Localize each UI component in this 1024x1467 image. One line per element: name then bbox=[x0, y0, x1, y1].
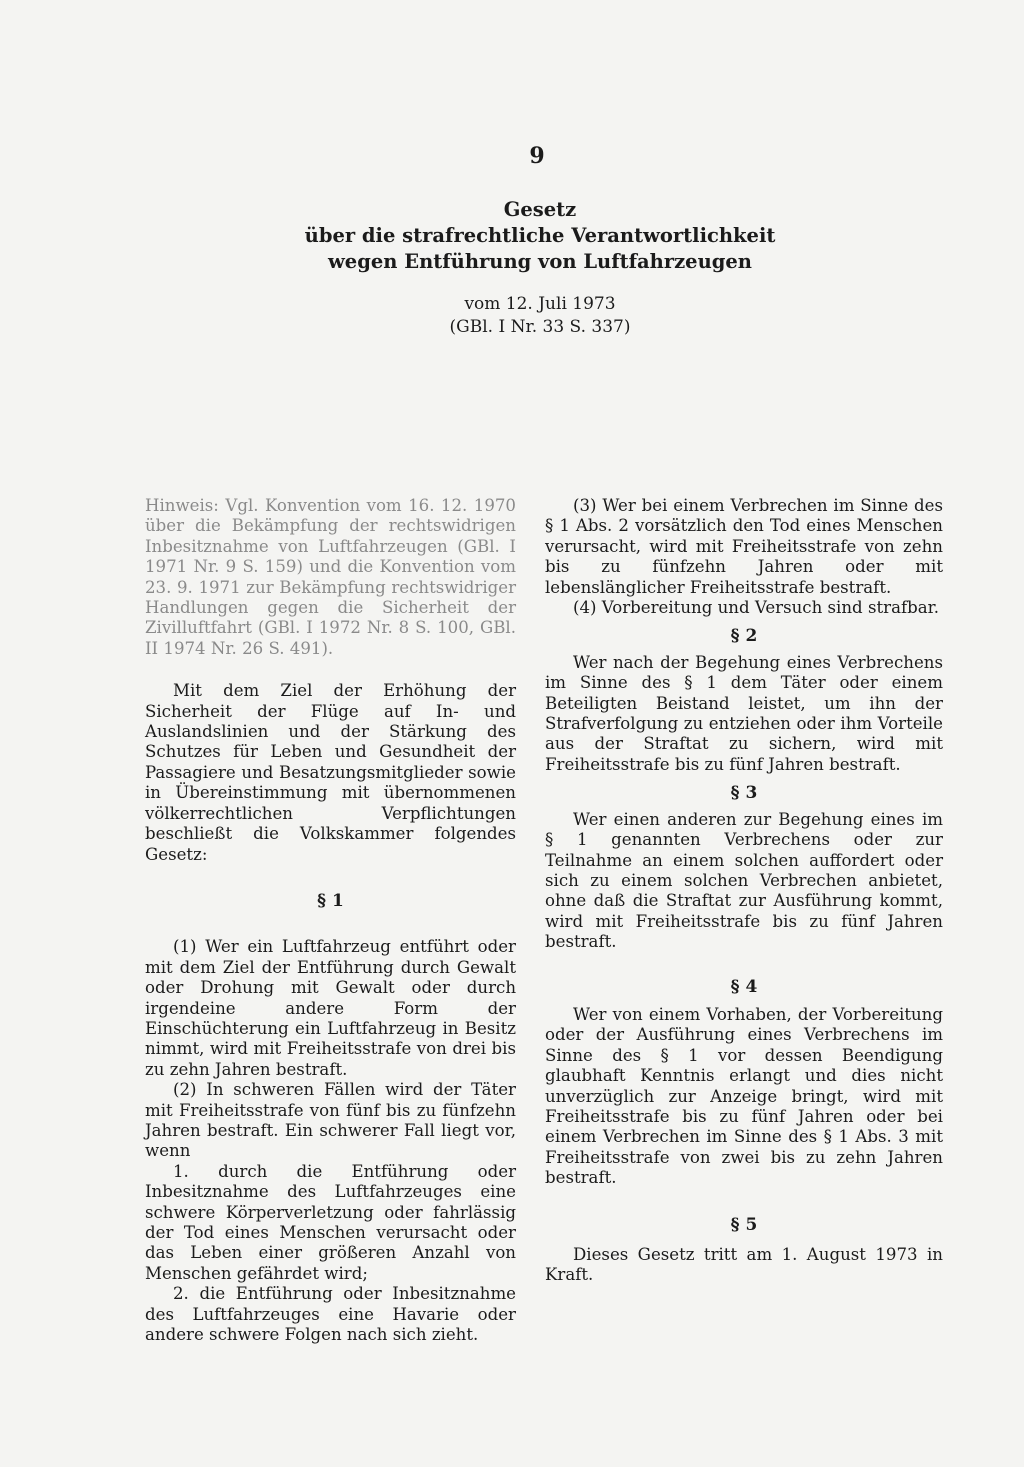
preamble: Mit dem Ziel der Erhöhung der Sicherheit der Flüge auf In- und Auslandslinien und der Stärkung des Schutzes für Leben und Gesundheit der Passagiere und Besatzungsmitglieder sowie in Übereinstimmung mit übernommenen völkerrechtlichen Verpflichtungen beschließt die Volkskammer folgendes Gesetz: bbox=[145, 681, 516, 864]
law-date-line: vom 12. Juli 1973 bbox=[464, 294, 616, 314]
section-1-paragraph-3: (3) Wer bei einem Verbrechen im Sinne des § 1 Abs. 2 vorsätzlich den Tod eines Menschen verursacht, wird mit Freiheitsstrafe von zehn bis zu fünfzehn Jahren oder mit lebenslänglicher Freiheitsstrafe bestraft. bbox=[545, 496, 943, 597]
section-2-text: Wer nach der Begehung eines Verbrechens im Sinne des § 1 dem Täter oder einem Beteiligten Beistand leistet, um ihn der Strafverfolgung zu entziehen oder ihm Vorteile aus der Straftat zu sichern, wird mit Freiheitsstrafe bis zu fünf Jahren bestraft. bbox=[545, 652, 943, 774]
section-1-item-2 bbox=[145, 1284, 516, 1345]
section-5-text: Dieses Gesetz tritt am 1. August 1973 in Kraft. bbox=[545, 1245, 943, 1285]
law-title-line-2: über die strafrechtliche Verantwortlichkeit bbox=[304, 224, 776, 247]
section-1-item-2-text: die Entführung oder Inbesitznahme des Luftfahrzeuges eine Havarie oder andere schwere Folgen nach sich zieht. bbox=[145, 1284, 517, 1345]
section-5-heading: § 5 bbox=[730, 1214, 758, 1235]
section-3-text: Wer einen anderen zur Begehung eines im § 1 genannten Verbrechens oder zur Teilnahme an einem solchen auffordert oder sich zu einem solchen Verbrechen anbietet, ohne daß die Straftat zur Ausführung kommt, wird mit Freiheitsstrafe bis zu fünf Jahren bestraft. bbox=[545, 809, 943, 952]
law-title bbox=[0, 197, 1024, 275]
section-1-item-1-number: 1. bbox=[173, 1161, 189, 1181]
section-1-paragraph-4: (4) Vorbereitung und Versuch sind strafbar. bbox=[573, 598, 940, 618]
hinweis-note: Hinweis: Vgl. Konvention vom 16. 12. 1970 über die Bekämpfung der rechtswidrigen Inbesitznahme von Luftfahrzeugen (GBl. I 1971 Nr. 9 S. 159) und die Konvention vom 23. 9. 1971 zur Bekämpfung rechtswidriger Handlungen gegen die Sicherheit der Zivilluftfahrt (GBl. I 1972 Nr. 8 S. 100, GBl. II 1974 Nr. 26 S. 491). bbox=[145, 496, 516, 658]
section-1-heading: § 1 bbox=[317, 890, 344, 911]
law-date bbox=[0, 293, 1024, 339]
section-1-item-1 bbox=[145, 1162, 516, 1284]
right-column bbox=[545, 496, 943, 1286]
section-2-heading: § 2 bbox=[730, 626, 758, 647]
section-1-paragraph-2: (2) In schweren Fällen wird der Täter mit Freiheitsstrafe von fünf bis zu fünfzehn Jahren bestraft. Ein schwerer Fall liegt vor, wenn bbox=[145, 1080, 516, 1161]
section-4-text: Wer von einem Vorhaben, der Vorbereitung oder der Ausführung eines Verbrechens im Sinne des § 1 vor dessen Beendigung glaubhaft Kenntnis erlangt und dies nicht unverzüglich zur Anzeige bringt, wird mit Freiheitsstrafe bis zu fünf Jahren oder bei einem Verbrechen im Sinne des § 1 Abs. 3 mit Freiheitsstrafe von zwei bis zu zehn Jahren bestraft. bbox=[545, 1004, 943, 1188]
section-1-paragraph-1: (1) Wer ein Luftfahrzeug entführt oder mit dem Ziel der Entführung durch Gewalt oder Drohung mit Gewalt oder durch irgendeine andere Form der Einschüchterung ein Luftfahrzeug in Besitz nimmt, wird mit Freiheitsstrafe von drei bis zu zehn Jahren bestraft. bbox=[145, 937, 516, 1079]
section-3-heading: § 3 bbox=[730, 783, 758, 804]
law-title-line-1: Gesetz bbox=[503, 198, 577, 221]
section-4-heading: § 4 bbox=[730, 976, 758, 997]
section-1-item-1-text: durch die Entführung oder Inbesitznahme des Luftfahrzeuges eine schwere Körperverletzung oder fahrlässig der Tod eines Menschen verursacht oder das Leben einer größeren Anzahl von Menschen gefährdet wird; bbox=[145, 1161, 516, 1283]
law-gazette-reference: (GBl. I Nr. 33 S. 337) bbox=[449, 317, 631, 337]
section-1-item-2-number: 2. bbox=[173, 1284, 189, 1304]
document-number: 9 bbox=[529, 143, 545, 169]
left-column bbox=[145, 496, 516, 1345]
law-title-line-3: wegen Entführung von Luftfahrzeugen bbox=[328, 250, 752, 273]
